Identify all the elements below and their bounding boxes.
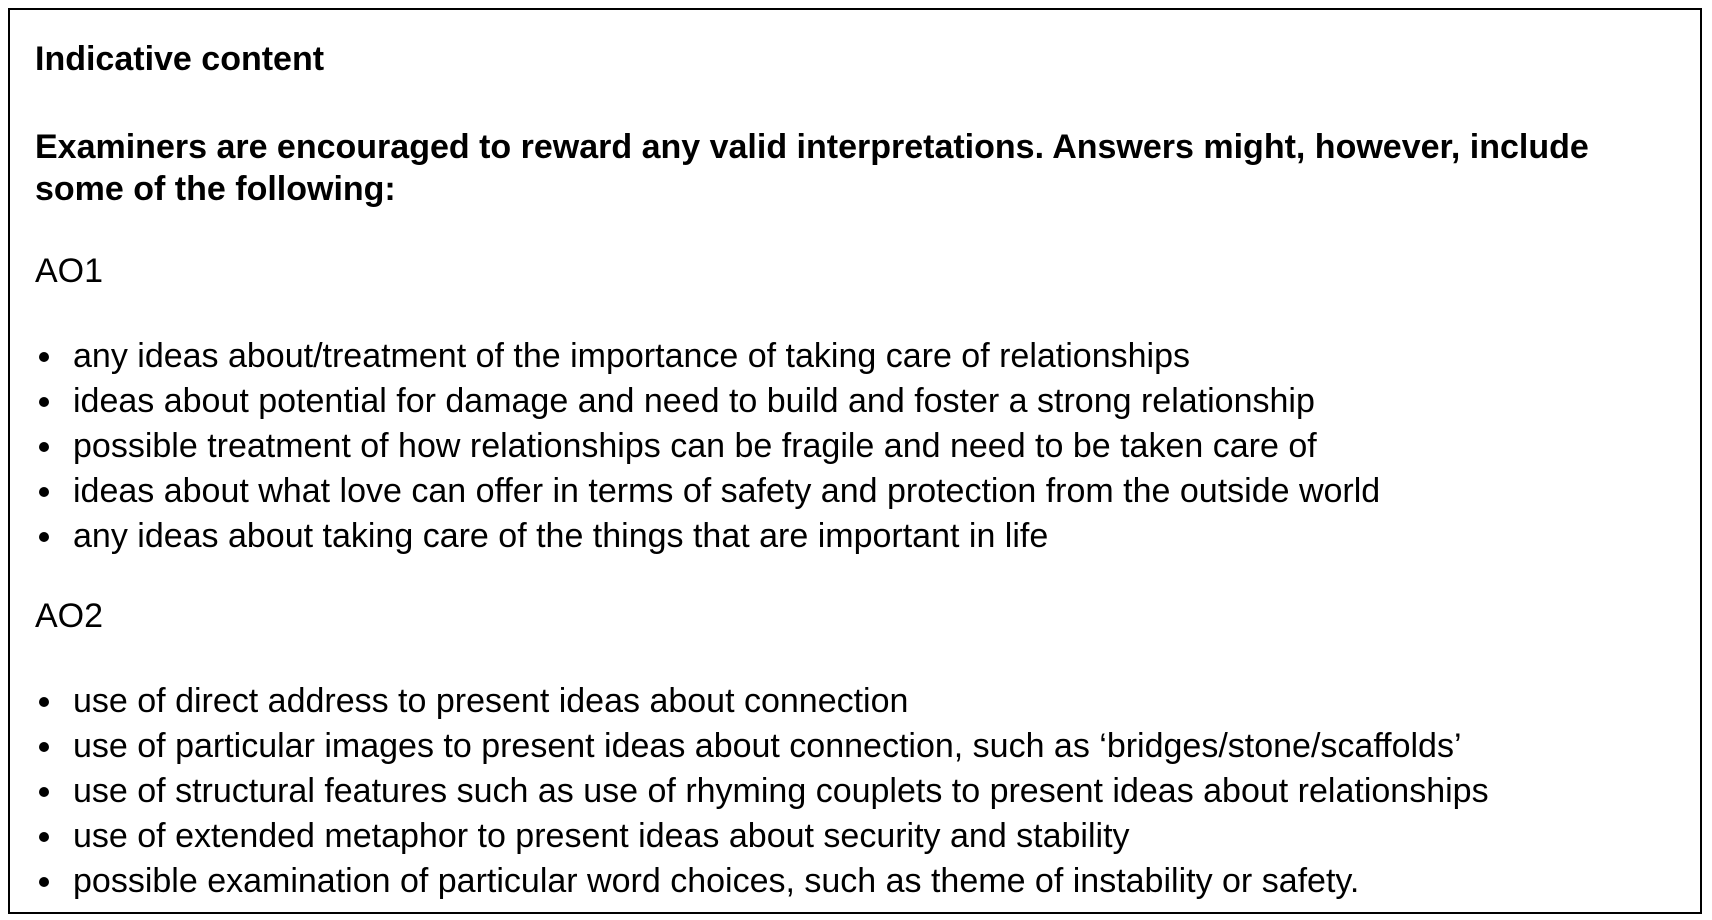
- list-item: [35, 769, 1680, 814]
- list-item: [35, 814, 1680, 859]
- list-item: [35, 379, 1680, 424]
- section-label-ao2: AO2: [35, 597, 104, 635]
- list-item-text: possible examination of particular word choices, such as theme of instability or safety.: [73, 862, 1360, 900]
- bullet-icon: [39, 532, 49, 542]
- content-area: [35, 38, 1680, 904]
- list-item-text: use of particular images to present ideas about connection, such as ‘bridges/stone/scaffolds’: [73, 727, 1462, 765]
- list-item-text: ideas about potential for damage and need to build and foster a strong relationship: [73, 382, 1315, 420]
- bullet-icon: [39, 352, 49, 362]
- bullet-icon: [39, 697, 49, 707]
- list-item: [35, 334, 1680, 379]
- heading: Indicative content: [35, 40, 325, 78]
- list-item-text: ideas about what love can offer in terms of safety and protection from the outside world: [73, 472, 1381, 510]
- list-item-text: use of structural features such as use of rhyming couplets to present ideas about relationships: [73, 772, 1489, 810]
- list-item-text: any ideas about taking care of the things that are important in life: [73, 517, 1049, 555]
- indicative-content-box: [8, 8, 1702, 914]
- list-item: [35, 679, 1680, 724]
- intro-text: Examiners are encouraged to reward any valid interpretations. Answers might, however, include some of the following:: [35, 128, 1589, 208]
- ao2-list: [35, 679, 1680, 904]
- list-item: [35, 859, 1680, 904]
- list-item: [35, 724, 1680, 769]
- list-item-text: possible treatment of how relationships can be fragile and need to be taken care of: [73, 427, 1317, 465]
- list-item: [35, 469, 1680, 514]
- bullet-icon: [39, 442, 49, 452]
- bullet-icon: [39, 832, 49, 842]
- bullet-icon: [39, 397, 49, 407]
- list-item-text: use of direct address to present ideas about connection: [73, 682, 909, 720]
- list-item: [35, 514, 1680, 559]
- bullet-icon: [39, 787, 49, 797]
- section-label-ao1: AO1: [35, 252, 104, 290]
- list-item: [35, 424, 1680, 469]
- bullet-icon: [39, 742, 49, 752]
- bullet-icon: [39, 487, 49, 497]
- ao1-list: [35, 334, 1680, 559]
- list-item-text: use of extended metaphor to present ideas about security and stability: [73, 817, 1130, 855]
- list-item-text: any ideas about/treatment of the importance of taking care of relationships: [73, 337, 1190, 375]
- bullet-icon: [39, 877, 49, 887]
